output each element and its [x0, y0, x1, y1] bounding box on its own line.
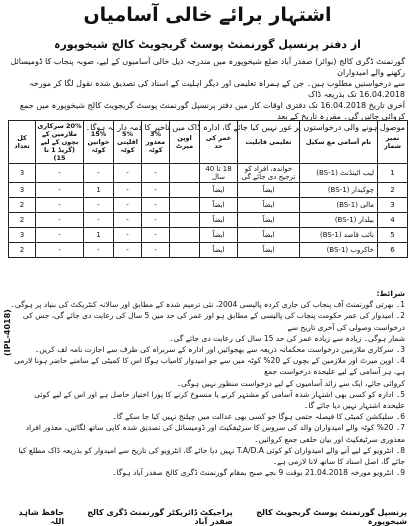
cell-minority-quota: - [114, 164, 142, 183]
cell-age-limit: ایضاً [200, 198, 238, 213]
cell-employee-children-quota: - [36, 183, 84, 198]
header-minority-quota: 5% اقلیتی کوٹہ [114, 121, 142, 164]
cell-minority-quota: - [114, 198, 142, 213]
cell-disabled-quota: - [142, 243, 170, 258]
cell-employee-children-quota: - [36, 243, 84, 258]
cell-post-name: لیب اٹینڈنٹ (BS-1) [300, 164, 378, 183]
intro-line: آخری تاریخ 16.04.2018 تک دفتری اوقات کار میں دفتر پرنسپل گورنمنٹ پوسٹ گریجویٹ کالج شیخوپورہ میں جمع کروائی جائیں گی۔ مقررہ تاریخ کے بعد [19, 101, 405, 121]
cell-post-name: نائب قاصد (BS-1) [300, 228, 378, 243]
cell-total: 2 [9, 243, 36, 258]
condition-line: 8۔ انٹرویو کے لیے آنے والے امیدواران کو کوئی T.A/D.A نہیں دیا جائے گا، انٹرویو کی تاریخ سے امیدوار کو بذریعہ ڈاک مطلع کیا جائے گا، اصل اسناد کا ساتھ لانا لازمی ہے۔ [18, 445, 405, 467]
cell-employee-children-quota: - [36, 213, 84, 228]
condition-line: 3۔ سرکاری ملازمین درخواست محکمانہ ذریعہ سے بھجوائیں اور ادارہ کے سربراہ کی طرف سے اجازت نامہ لف کریں۔ [34, 345, 405, 355]
table-row [9, 164, 408, 183]
cell-minority-quota: - [114, 228, 142, 243]
cell-age-limit: ایضاً [200, 213, 238, 228]
vacancy-table-wrapper [8, 120, 407, 258]
cell-open-merit [170, 164, 200, 183]
cell-post-name: بیلدار (BS-1) [300, 213, 378, 228]
cell-open-merit [170, 213, 200, 228]
cell-serial: 3 [378, 198, 408, 213]
table-row [9, 243, 408, 258]
condition-line: 6۔ سلیکشن کمیٹی کا فیصلہ حتمی ہوگا جو کسی بھی عدالت میں چیلنج نہیں کیا جا سکے گا۔ [112, 412, 405, 422]
header-post-name: نام آسامی مع سکیل [300, 121, 378, 164]
table-row [9, 183, 408, 198]
cell-disabled-quota: - [142, 198, 170, 213]
header-disabled-quota: 3% معذور کوٹہ [142, 121, 170, 164]
header-total: کل تعداد [9, 121, 36, 164]
condition-line: 4۔ اوپن میرٹ اور ملازمین کے بچوں کے 20% کوٹہ میں سے جو امیدوار کامیاب ہوگا اس کا کمیٹی کے سامنے حاضر ہونا لازمی ہے، ہر آسامی کے لیے علیحدہ درخواست جمع [14, 356, 405, 377]
cell-open-merit [170, 243, 200, 258]
header-serial: نمبر شمار [378, 121, 408, 164]
cell-women-quota: - [84, 164, 114, 183]
cell-total: 3 [9, 183, 36, 198]
cell-qualification: ایضاً [238, 228, 300, 243]
cell-employee-children-quota: - [36, 164, 84, 183]
cell-post-name: مالی (BS-1) [300, 198, 378, 213]
header-women-quota: 15% خواتین کوٹہ [84, 121, 114, 164]
cell-serial: 2 [378, 183, 408, 198]
cell-disabled-quota: - [142, 164, 170, 183]
cell-serial: 5 [378, 228, 408, 243]
intro-line: موصول ہونے والی درخواستوں پر غور نہیں کیا جائے گا، ادارہ ڈاک میں تاخیر کا ذمہ دار نہ ہوگا۔ [85, 123, 405, 132]
table-row [9, 198, 408, 213]
conditions-section [10, 288, 405, 478]
ipl-code: (IPL-4018) [3, 309, 12, 356]
table-row [9, 228, 408, 243]
cell-open-merit [170, 183, 200, 198]
condition-line: کروائی جائے، ایک سے زائد آسامیوں کے لیے درخواست منظور نہیں ہوگی۔ [176, 378, 405, 388]
cell-women-quota: 1 [84, 183, 114, 198]
condition-line: شمار ہوگی۔ زیادہ سے زیادہ عمر کی حد 15 سال کی رعایت دی جائے گی۔ [169, 333, 405, 343]
cell-age-limit: ایضاً [200, 228, 238, 243]
cell-qualification: ایضاً [238, 183, 300, 198]
header-open-merit: اوپن میرٹ [170, 121, 200, 164]
cell-open-merit [170, 198, 200, 213]
footer-principal: پرنسپل گورنمنٹ پوسٹ گریجویٹ کالج شیخوپورہ [256, 508, 407, 526]
cell-minority-quota: - [114, 213, 142, 228]
cell-total: 3 [9, 228, 36, 243]
header-employee-children-quota: 20% سرکاری ملازمین کے بچوں کے لیے (گریڈ 1 تا 15) [37, 122, 82, 162]
cell-total: 2 [9, 213, 36, 228]
cell-women-quota: 1 [84, 228, 114, 243]
cell-post-name: چوکیدار (BS-1) [300, 183, 378, 198]
header-qualification: تعلیمی قابلیت [238, 121, 300, 164]
conditions-heading: شرائط: [376, 289, 405, 298]
cell-serial: 1 [378, 164, 408, 183]
condition-line: 9۔ انٹرویو مورخہ 21.04.2018 بوقت 9 بجے صبح بمقام گورنمنٹ ڈگری کالج صفدر آباد ہوگا۔ [112, 468, 405, 478]
cell-qualification: ایضاً [238, 198, 300, 213]
cell-serial: 6 [378, 243, 408, 258]
cell-employee-children-quota: - [36, 198, 84, 213]
ad-subtitle: از دفتر پرنسپل گورنمنٹ پوسٹ گریجویٹ کالج شیخوپورہ [54, 38, 361, 51]
cell-qualification: خواندہ، افراد کو ترجیح دی جائے گی [238, 164, 300, 183]
cell-women-quota: - [84, 198, 114, 213]
cell-total: 2 [9, 198, 36, 213]
footer-signatory: حافظ شاہد اللہ [18, 508, 65, 526]
table-row [9, 213, 408, 228]
cell-minority-quota: - [114, 243, 142, 258]
cell-qualification: ایضاً [238, 243, 300, 258]
cell-age-limit: ایضاً [200, 183, 238, 198]
table-header-row [9, 121, 408, 164]
condition-line: 1۔ بھرتی گورنمنٹ آف پنجاب کی جاری کردہ پالیسی 2004، نئی ترمیم شدہ کے مطابق اور سالانہ کنٹریکٹ کی بنیاد پر ہوگی۔ [10, 300, 405, 310]
cell-post-name: خاکروب (BS-1) [300, 243, 378, 258]
intro-line: گورنمنٹ ڈگری کالج (بوائز) صفدر آباد ضلع شیخوپورہ میں مندرجہ ذیل خالی آسامیوں کے لیے، صوبہ پنجاب کا ڈومیسائل رکھنے والے امیدواران [10, 57, 405, 77]
cell-qualification: ایضاً [238, 213, 300, 228]
cell-age-limit: ایضاً [200, 243, 238, 258]
cell-minority-quota: - [114, 183, 142, 198]
cell-total: 3 [9, 164, 36, 183]
cell-disabled-quota: - [142, 213, 170, 228]
cell-women-quota: - [84, 243, 114, 258]
condition-line: 2۔ امیدوار کی عمر حکومت پنجاب کی پالیسی کے مطابق ہو اور عمر کی حد میں 5 سال کی رعایت دی جائے گی، جس کی درخواست وصولی کی آخری تاریخ سے [22, 311, 405, 332]
footer-signatures [8, 508, 407, 526]
cell-age-limit: 18 تا 40 سال [200, 164, 238, 183]
ad-title: اشتہار برائے خالی آسامیاں [83, 4, 332, 26]
cell-open-merit [170, 228, 200, 243]
cell-women-quota: - [84, 213, 114, 228]
condition-line: 5۔ ادارہ کو کسی بھی اشتہار شدہ آسامی کو مشتہر کرنے یا منسوخ کرنے کا پورا اختیار حاصل ہے اور اس کے لیے کوئی علیحدہ اشتہار نہیں دیا جائے گا۔ [34, 389, 405, 411]
cell-employee-children-quota: - [36, 228, 84, 243]
header-age-limit: عمر کی حد [200, 121, 238, 164]
intro-line: سے درخواستیں مطلوب ہیں۔ جن کے ہمراہ تعلیمی اور دیگر اہلیت کے اسناد کی تصدیق شدہ نقول لگا کر مورخہ 16.04.2018 تک بذریعہ ڈاک [29, 79, 405, 99]
vacancy-table [8, 120, 408, 258]
cell-disabled-quota: - [142, 228, 170, 243]
condition-line: 7۔ 20% کوٹہ والے امیدواران والد کی سروس کا سرٹیفکیٹ اور ڈومیسائل کی تصدیق شدہ کاپی ساتھ لگائیں، معذور افراد معذوری سرٹیفکیٹ اور بیان حلفی جمع کروائیں۔ [25, 423, 405, 444]
cell-serial: 4 [378, 213, 408, 228]
cell-disabled-quota: - [142, 183, 170, 198]
footer-project-director: پراجیکٹ ڈائریکٹر گورنمنٹ ڈگری کالج صفدر آباد [87, 508, 233, 526]
